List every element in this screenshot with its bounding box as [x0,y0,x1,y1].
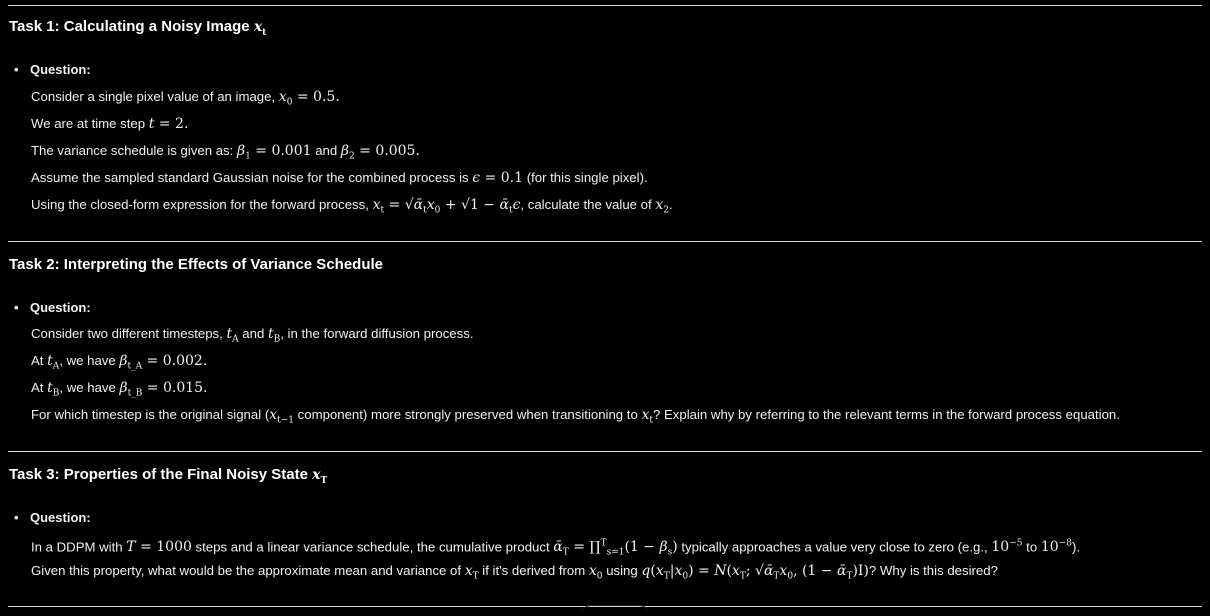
math-run: ) [672,539,678,556]
math-run: $x_0$ [588,563,603,582]
math-run: $x_T$ [464,563,479,582]
math-run: $x_t$ [372,197,385,216]
task-3-line-2 [31,562,998,586]
text-run: , in the forward diffusion process. [280,326,474,341]
question-label: Question: [30,62,91,77]
math-run: $t_B$ [47,380,60,399]
task-2-line-4 [31,406,1120,430]
task-1-question [14,61,91,79]
text-run: At [31,353,48,368]
math-run: = 2. [154,116,189,132]
divider-top [8,5,1202,6]
math-run: 10 [991,539,1010,556]
math-run: T [126,539,136,556]
text-run: Assume the sampled standard Gaussian noise for the combined process is [31,170,473,185]
math-run: $x_{t-1}$ [269,407,295,426]
math-run: ᾱ$_T$ [836,563,853,582]
math-run: 10 [1040,539,1059,556]
math-run: t [148,116,155,132]
text-run: Using the closed-form expression for the forward process, [31,197,373,212]
math-run: I [857,563,864,579]
bullet: • [14,510,19,525]
task-1-line-3 [31,142,420,166]
math-run: = 0.5. [292,89,340,105]
math-run: $x_0$ [674,563,689,582]
math-run: = √ [384,197,414,213]
math-run: $x_0$ [779,563,794,582]
text-run: (for this single pixel). [523,170,648,185]
math-run: $\beta_{t\_A}$ [119,353,143,372]
task-2-question [14,299,91,317]
math-run: ϵ [472,170,481,186]
text-run: The variance schedule is given as: [31,143,237,158]
math-run: ( [650,563,656,579]
math-run: $x_t$ [641,407,653,426]
question-label: Question: [30,510,91,525]
text-run: Consider a single pixel value of an image, [31,89,279,104]
question-label: Question: [30,300,91,315]
math-run: | [669,563,675,579]
math-run: $^T_{s=1}$ [600,539,625,559]
math-run: ) [863,563,869,579]
task-2-line-3 [31,379,208,403]
math-run: = 0.002. [142,353,208,369]
math-run: $x_T$ [655,563,670,582]
math-run: = 0.1 [480,170,524,186]
task-2-line-1 [31,325,474,349]
math-run: ᾱ$_t$ [413,197,427,216]
text-run: using [602,563,642,578]
math-run: $\beta_1$ [236,143,251,162]
math-run: + √1 − [440,197,500,213]
math-run: = 0.001 [250,143,312,159]
text-run: . [668,197,673,212]
math-run: ϵ [512,197,521,213]
text-run: ). [1071,539,1080,555]
text-run: and [238,326,268,341]
math-run: −8 [1058,539,1072,549]
text-run: In a DDPM with [31,539,127,555]
math-run: , (1 − [793,563,837,579]
math-run: $x_2$ [655,197,669,216]
math-run: = 0.015. [142,380,208,396]
bullet: • [14,300,19,315]
text-run: ? Explain why by referring to the relevant terms in the forward process equation. [653,407,1120,422]
task-2-line-2 [31,352,207,376]
bullet: • [14,62,19,77]
math-run: $t_A$ [226,326,239,345]
text-run: We are at time step [31,116,149,131]
math-run: $\beta_s$ [659,539,673,559]
task-3-line-1 [31,535,1080,562]
math-run: $x_T$ [731,563,746,582]
text-run: and [311,143,341,158]
math-run: ᾱ$_T$ [763,563,780,582]
task-1-line-1 [31,88,340,112]
task-2-title: Task 2: Interpreting the Effects of Variance Schedule [9,256,383,273]
text-run: typically approaches a value very close to zero (e.g., [677,539,992,555]
task-1-line-4 [31,169,648,187]
text-run: , calculate the value of [520,197,656,212]
math-run: $\beta_{t\_B}$ [119,380,143,399]
text-run: to [1022,539,1041,555]
text-run: , we have [59,380,120,395]
task-1-line-2 [31,115,188,133]
text-run: At [31,380,48,395]
math-run: = ∏ [568,539,601,556]
math-run: ᾱ$_T$ [553,539,569,559]
math-run: = 1000 [135,539,192,556]
math-run: $t_A$ [47,353,60,372]
math-run: = 0.005. [354,143,420,159]
math-run: $t_B$ [267,326,281,345]
text-run: component) more strongly preserved when transitioning to [294,407,642,422]
divider-task2 [8,241,1202,242]
text-run: For which timestep is the original signal ( [31,407,270,422]
divider-task3 [8,451,1202,452]
text-run: steps and a linear variance schedule, the cumulative product [191,539,554,555]
math-run: ) [852,563,858,579]
math-run: ) = [688,563,715,579]
text-run: if it's derived from [478,563,589,578]
math-run: $x_0$ [278,89,293,108]
math-run: $x_0$ [426,197,441,216]
text-run: , we have [59,353,120,368]
task-3-title: Task 3: Properties of the Final Noisy State $x_T$ [9,466,328,486]
math-run: ( [726,563,732,579]
text-run: Consider two different timesteps, [31,326,227,341]
math-run: ᾱ$_t$ [499,197,513,216]
text-run: ? Why is this desired? [868,563,998,578]
math-run: $\beta_2$ [340,143,355,162]
text-run: Given this property, what would be the approximate mean and variance of [31,563,465,578]
math-run: (1 − [624,539,660,556]
task-1-line-5 [31,196,673,220]
math-run: ; √ [745,563,764,579]
scroll-indicator[interactable] [580,605,650,616]
math-run: N [714,563,727,579]
task-1-title: Task 1: Calculating a Noisy Image $x_t$ [9,18,267,38]
math-run: −5 [1009,539,1023,549]
math-run: q [641,563,651,579]
task-3-question [14,509,91,527]
